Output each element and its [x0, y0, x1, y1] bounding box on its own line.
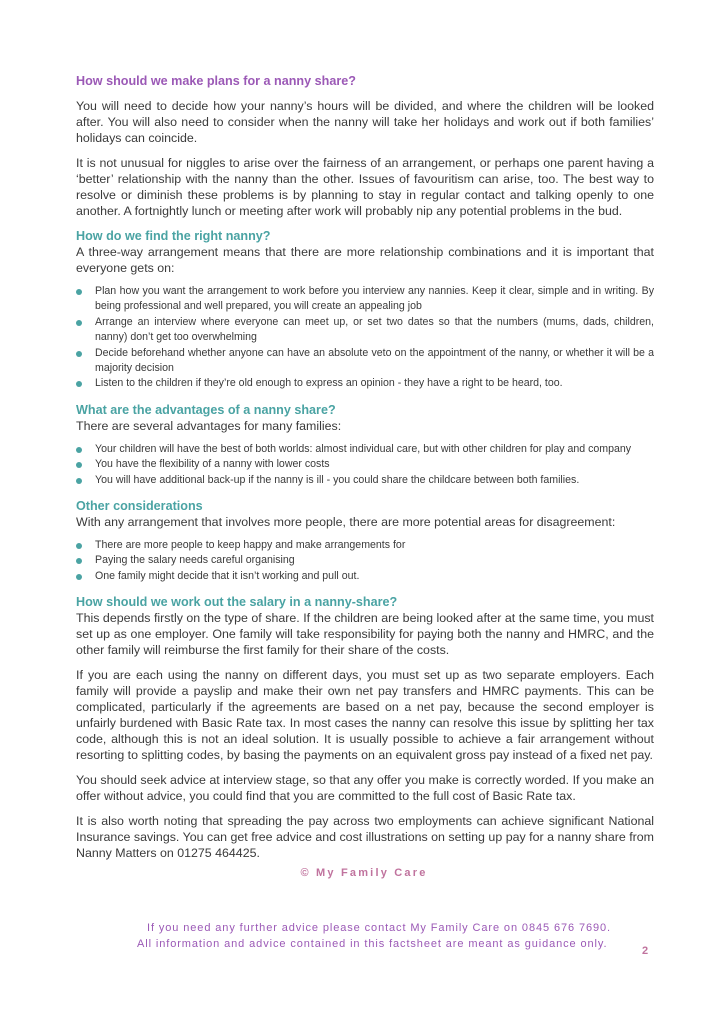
- section-other-considerations: [76, 498, 654, 584]
- salary-paragraph: If you are each using the nanny on different days, you must set up as two separate employers. Each family will provide a payslip and make their own net pay transfers and HMRC payments. This can be complicated, particularly if the agreements are based on a net pay, because the second employer is unfairly burdened with Basic Rate tax. In most cases the nanny can resolve this issue by splitting her tax code, although this is not an ideal solution. It is usually possible to achieve a fair arrangement without resorting to splitting codes, by basing the payments on an equivalent gross pay instead of a fixed net pay.: [76, 668, 654, 763]
- salary-paragraph: This depends firstly on the type of share. If the children are being looked after at the same time, you must set up as one employer. One family will take responsibility for paying both the nanny and HMRC, and the other family will reimburse the first family for their share of the costs.: [76, 611, 654, 658]
- bullet-icon: [76, 351, 82, 357]
- list-item: Plan how you want the arrangement to work before you interview any nannies. Keep it clear, simple and in writing. By being professional and well prepared, you will create an appealing job: [76, 284, 654, 315]
- salary-paragraph: You should seek advice at interview stage, so that any offer you make is correctly worded. If you make an offer without advice, you could find that you are committed to the full cost of Basic Rate tax.: [76, 773, 654, 804]
- intro-paragraph: It is not unusual for niggles to arise over the fairness of an arrangement, or perhaps one parent having a ‘better’ relationship with the nanny than the other. Issues of favouritism can arise, too. The best way to resolve or diminish these problems is by planning to stay in regular contact and talking openly to one another. A fortnightly lunch or meeting after work will probably nip any potential problems in the bud.: [76, 156, 654, 218]
- bullet-list: [76, 538, 654, 584]
- section-salary: [76, 594, 654, 861]
- page-number: 2: [642, 945, 649, 957]
- list-item: You have the flexibility of a nanny with lower costs: [76, 457, 654, 472]
- section-lead: A three-way arrangement means that there are more relationship combinations and it is important that everyone gets on:: [76, 245, 654, 275]
- bullet-icon: [76, 462, 82, 468]
- intro-paragraph: You will need to decide how your nanny’s hours will be divided, and where the children will be looked after. You will also need to consider when the nanny will take her holidays and work out if both families’ holidays can coincide.: [76, 99, 654, 145]
- bullet-list: [76, 442, 654, 488]
- section-lead: There are several advantages for many families:: [76, 418, 342, 433]
- bullet-icon: [76, 447, 82, 453]
- footer-contact-line: If you need any further advice please contact My Family Care on 0845 676 7690.: [147, 922, 611, 934]
- bullet-icon: [76, 320, 82, 326]
- section-heading: What are the advantages of a nanny share?: [76, 402, 336, 417]
- bullet-icon: [76, 289, 82, 295]
- list-item: Paying the salary needs careful organising: [76, 553, 654, 568]
- bullet-icon: [76, 381, 82, 387]
- bullet-icon: [76, 478, 82, 484]
- bullet-icon: [76, 543, 82, 549]
- salary-paragraph: It is also worth noting that spreading the pay across two employments can achieve significant National Insurance savings. You can get free advice and cost illustrations on setting up pay for a nanny share from Nanny Matters on 01275 464425.: [76, 814, 654, 861]
- bullet-icon: [76, 558, 82, 564]
- list-item: Listen to the children if they’re old enough to express an opinion - they have a right to be heard, too.: [76, 376, 654, 391]
- factsheet-body: [76, 74, 654, 870]
- list-item: One family might decide that it isn’t working and pull out.: [76, 569, 654, 584]
- list-item: Your children will have the best of both worlds: almost individual care, but with other children for play and company: [76, 442, 654, 457]
- list-item: Arrange an interview where everyone can meet up, or set two dates so that the numbers (mums, dads, children, nanny) don’t get too overwhelming: [76, 315, 654, 346]
- section-advantages: [76, 402, 654, 488]
- page-title: How should we make plans for a nanny share?: [76, 74, 356, 88]
- bullet-icon: [76, 574, 82, 580]
- list-item: You will have additional back-up if the nanny is ill - you could share the childcare between both families.: [76, 473, 654, 488]
- section-heading: Other considerations: [76, 499, 203, 514]
- section-find-nanny: [76, 228, 654, 392]
- list-item: Decide beforehand whether anyone can have an absolute veto on the appointment of the nanny, or whether it will be a majority decision: [76, 346, 654, 377]
- bullet-list: [76, 284, 654, 392]
- section-lead: With any arrangement that involves more people, there are more potential areas for disagreement:: [76, 515, 616, 530]
- section-heading: How do we find the right nanny?: [76, 229, 271, 243]
- footer-brand: © My Family Care: [300, 867, 428, 879]
- section-heading: How should we work out the salary in a nanny-share?: [76, 595, 398, 610]
- footer-disclaimer-line: All information and advice contained in this factsheet are meant as guidance only.: [137, 938, 608, 950]
- list-item: There are more people to keep happy and make arrangements for: [76, 538, 654, 553]
